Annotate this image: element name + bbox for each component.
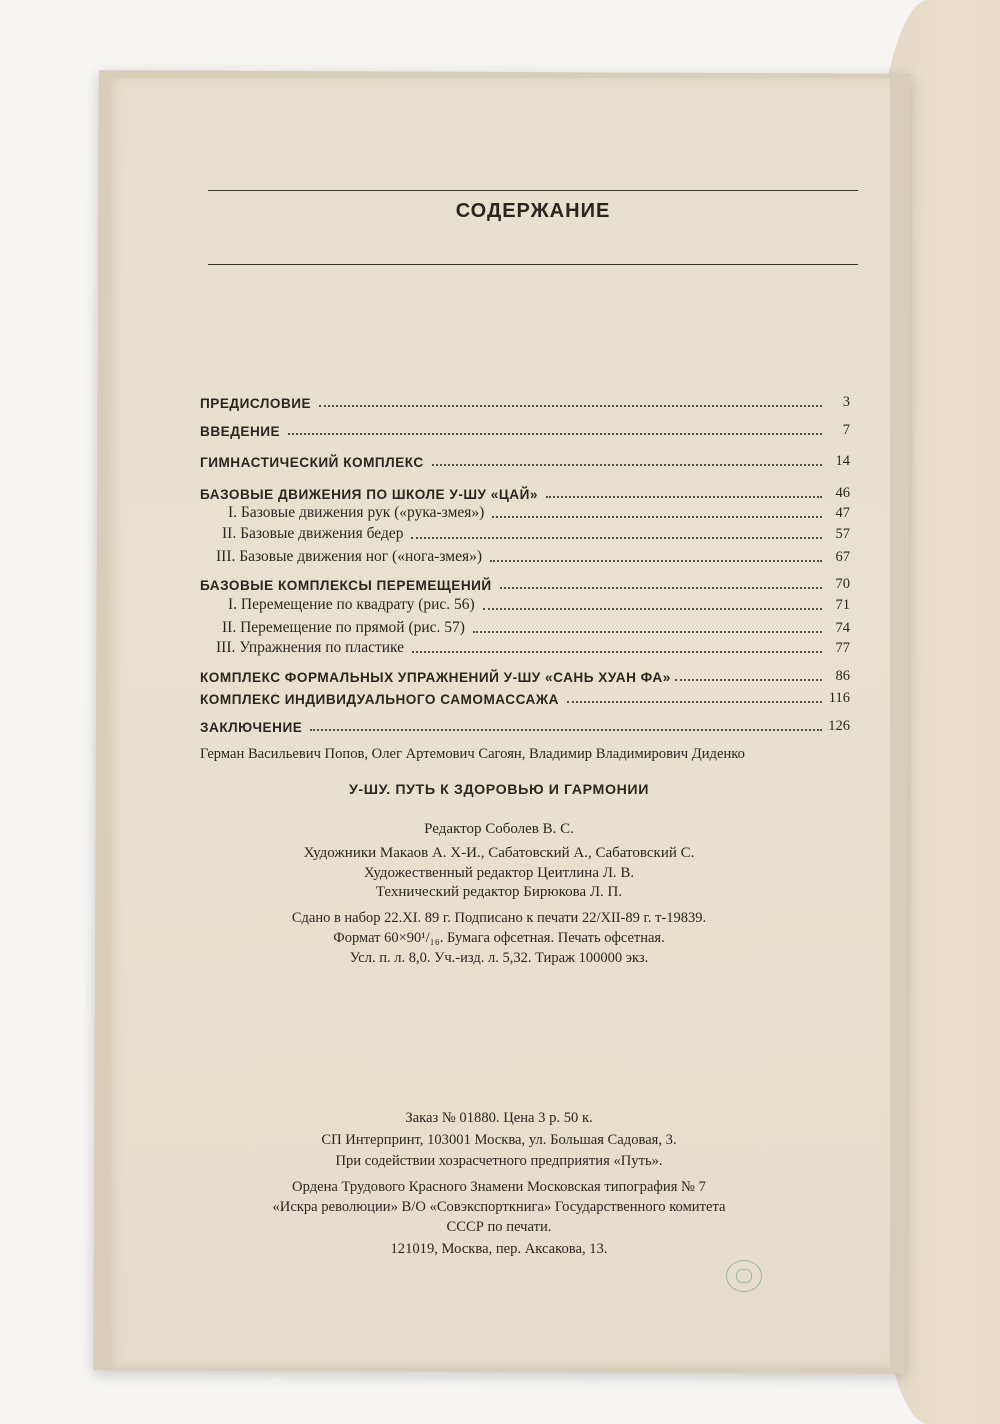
toc-entry-label: I. Базовые движения рук («рука-змея») [228, 504, 485, 521]
toc-entry [228, 596, 850, 614]
toc-entry-label: I. Перемещение по квадрату (рис. 56) [228, 596, 475, 613]
toc-entry-page: 67 [835, 549, 850, 565]
library-stamp-icon [726, 1260, 762, 1292]
toc-leader-dots [319, 405, 822, 407]
toc-leader-dots [483, 608, 822, 610]
toc-entry-page: 57 [835, 526, 850, 542]
toc-entry-label: III. Упражнения по пластике [216, 639, 405, 656]
toc-leader-dots [411, 537, 822, 539]
imprint-publisher: СССР по печати. [446, 1219, 552, 1235]
table-of-contents [108, 78, 890, 778]
toc-entry-label: II. Перемещение по прямой (рис. 57) [222, 619, 465, 636]
imprint-authors: Герман Васильевич Попов, Олег Артемович Сагоян, Владимир Владимирович Диденко [200, 746, 745, 762]
toc-entry-page: 70 [835, 576, 850, 592]
toc-entry-page: 7 [842, 422, 850, 438]
imprint-credit: Редактор Соболев В. С. [424, 821, 574, 837]
toc-entry-label: ГИМНАСТИЧЕСКИЙ КОМПЛЕКС [200, 455, 424, 470]
imprint-publisher: «Искра революции» В/О «Совэкспорткнига» Государственного комитета [272, 1199, 726, 1215]
toc-entry-page: 71 [835, 597, 850, 613]
toc-entry [228, 504, 850, 522]
toc-entry [200, 668, 850, 685]
toc-entry-label: КОМПЛЕКС ФОРМАЛЬНЫХ УПРАЖНЕНИЙ У-ШУ «САНЬ ХУАН ФА» [200, 670, 671, 685]
imprint-book-title: У-ШУ. ПУТЬ К ЗДОРОВЬЮ И ГАРМОНИИ [348, 782, 650, 798]
imprint-publisher: При содействии хозрасчетного предприятия «Путь». [335, 1153, 663, 1169]
toc-leader-dots [567, 701, 822, 703]
toc-entry-page: 74 [835, 620, 850, 636]
imprint-credit: Художники Макаов А. Х-И., Сабатовский А., Сабатовский С. [303, 845, 695, 861]
toc-entry-label: ПРЕДИСЛОВИЕ [200, 396, 312, 411]
toc-entry [200, 690, 850, 707]
toc-entry [222, 525, 850, 543]
toc-entry [216, 639, 850, 657]
toc-entry [200, 422, 850, 439]
toc-leader-dots [432, 464, 822, 466]
page-title: СОДЕРЖАНИЕ [455, 200, 611, 222]
toc-entry-page: 126 [828, 718, 850, 734]
toc-entry [216, 548, 850, 566]
toc-leader-dots [500, 587, 822, 589]
toc-leader-dots [490, 560, 822, 562]
imprint-credit: Технический редактор Бирюкова Л. П. [375, 884, 623, 900]
toc-leader-dots [492, 516, 822, 518]
toc-leader-dots [310, 729, 822, 731]
toc-entry-page: 47 [835, 505, 850, 521]
imprint-print-info: Усл. п. л. 8,0. Уч.-изд. л. 5,32. Тираж 100000 экз. [349, 950, 649, 966]
imprint-publisher: СП Интерпринт, 103001 Москва, ул. Большая Садовая, 3. [321, 1132, 677, 1148]
toc-entry-page: 46 [835, 485, 850, 501]
toc-entry [200, 394, 850, 411]
book-page [108, 78, 890, 1368]
toc-leader-dots [412, 651, 822, 653]
imprint-print-info: Формат 60×90¹/₁₆. Бумага офсетная. Печать офсетная. [333, 930, 665, 946]
toc-entry [200, 576, 850, 593]
toc-entry-label: ЗАКЛЮЧЕНИЕ [200, 720, 303, 735]
imprint-print-info: Сдано в набор 22.XI. 89 г. Подписано к печати 22/XII-89 г. т-19839. [291, 910, 707, 926]
imprint-publisher: Заказ № 01880. Цена 3 р. 50 к. [405, 1110, 593, 1126]
toc-entry-page: 77 [835, 640, 850, 656]
toc-leader-dots [288, 433, 822, 435]
toc-entry [200, 718, 850, 735]
toc-entry-label: III. Базовые движения ног («нога-змея») [216, 548, 483, 565]
toc-entry-page: 116 [828, 690, 850, 706]
toc-entry-page: 3 [842, 394, 850, 410]
toc-entry-label: II. Базовые движения бедер [222, 525, 404, 542]
toc-entry-label: ВВЕДЕНИЕ [200, 424, 281, 439]
toc-entry [200, 485, 850, 502]
toc-leader-dots [546, 496, 822, 498]
imprint-publisher: 121019, Москва, пер. Аксакова, 13. [390, 1241, 608, 1257]
toc-entry-label: КОМПЛЕКС ИНДИВИДУАЛЬНОГО САМОМАССАЖА [200, 692, 559, 707]
toc-entry [222, 619, 850, 637]
toc-entry-page: 14 [835, 453, 850, 469]
toc-entry-page: 86 [835, 668, 850, 684]
toc-leader-dots [675, 679, 822, 681]
toc-entry-label: БАЗОВЫЕ КОМПЛЕКСЫ ПЕРЕМЕЩЕНИЙ [200, 578, 492, 593]
imprint-publisher: Ордена Трудового Красного Знамени Московская типография № 7 [292, 1179, 706, 1195]
toc-entry [200, 453, 850, 470]
toc-entry-label: БАЗОВЫЕ ДВИЖЕНИЯ ПО ШКОЛЕ У-ШУ «ЦАЙ» [200, 487, 538, 502]
imprint-credit: Художественный редактор Цеитлина Л. В. [363, 865, 635, 881]
toc-leader-dots [473, 631, 822, 633]
